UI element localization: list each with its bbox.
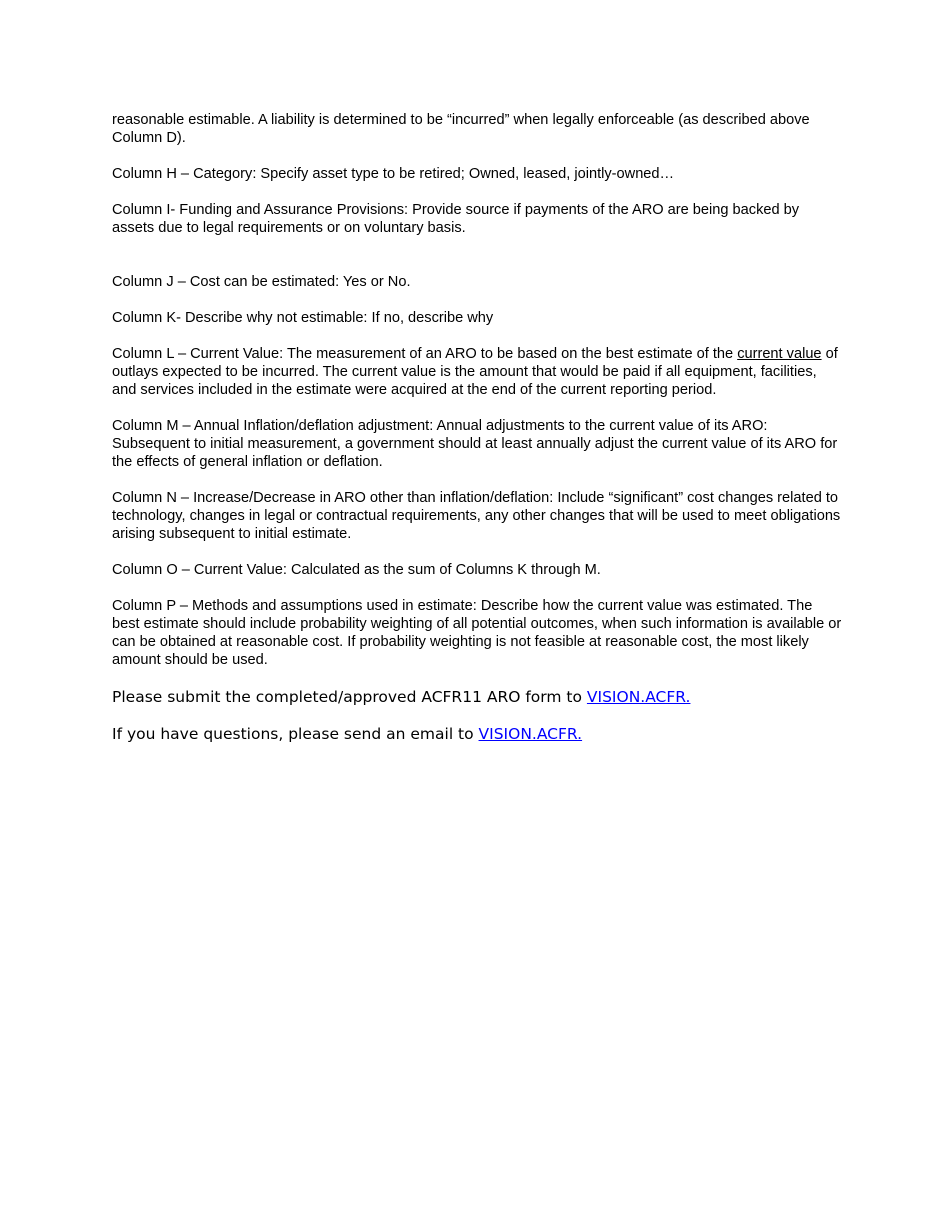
column-k-paragraph: Column K- Describe why not estimable: If no, describe why <box>112 310 494 326</box>
intro-paragraph: reasonable estimable. A liability is determined to be “incurred” when legally enforceable (as described above Column D). <box>112 112 810 146</box>
column-l-paragraph <box>112 345 842 399</box>
questions-instruction-text: If you have questions, please send an email to <box>112 725 479 743</box>
column-l-text-before: Column L – Current Value: The measurement of an ARO to be based on the best estimate of the <box>112 346 738 362</box>
questions-instruction <box>112 724 842 744</box>
submit-email-link[interactable]: VISION.ACFR. <box>586 688 691 706</box>
column-l-text-after: of outlays expected to be incurred. The current value is the amount that would be paid if all equipment, facilities, and services included in the estimate were acquired at the end of the current reporting period. <box>112 346 838 398</box>
current-value-underlined: current value <box>737 346 822 362</box>
submit-instruction-text: Please submit the completed/approved ACFR11 ARO form to <box>112 688 587 706</box>
column-n-paragraph: Column N – Increase/Decrease in ARO other than inflation/deflation: Include “significant” cost changes related to technology, changes in legal or contractual requirements, any other changes that will be used to meet obligations arising subsequent to initial estimate. <box>112 490 841 542</box>
column-h-paragraph: Column H – Category: Specify asset type to be retired; Owned, leased, jointly-owned… <box>112 166 675 182</box>
document-page <box>112 111 842 761</box>
column-i-paragraph: Column I- Funding and Assurance Provisions: Provide source if payments of the ARO are being backed by assets due to legal requirements or on voluntary basis. <box>112 202 800 236</box>
column-m-paragraph: Column M – Annual Inflation/deflation adjustment: Annual adjustments to the current value of its ARO: Subsequent to initial measurement, a government should at least annually adjust the current value of its ARO for the effects of general inflation or deflation. <box>112 418 838 470</box>
column-j-paragraph: Column J – Cost can be estimated: Yes or No. <box>112 274 411 290</box>
submit-instruction <box>112 687 842 707</box>
questions-email-link[interactable]: VISION.ACFR. <box>478 725 583 743</box>
column-p-paragraph: Column P – Methods and assumptions used in estimate: Describe how the current value was estimated. The best estimate should include probability weighting of all potential outcomes, when such information is available or can be obtained at reasonable cost. If probability weighting is not feasible at reasonable cost, the most likely amount should be used. <box>112 598 842 668</box>
column-o-paragraph: Column O – Current Value: Calculated as the sum of Columns K through M. <box>112 562 601 578</box>
